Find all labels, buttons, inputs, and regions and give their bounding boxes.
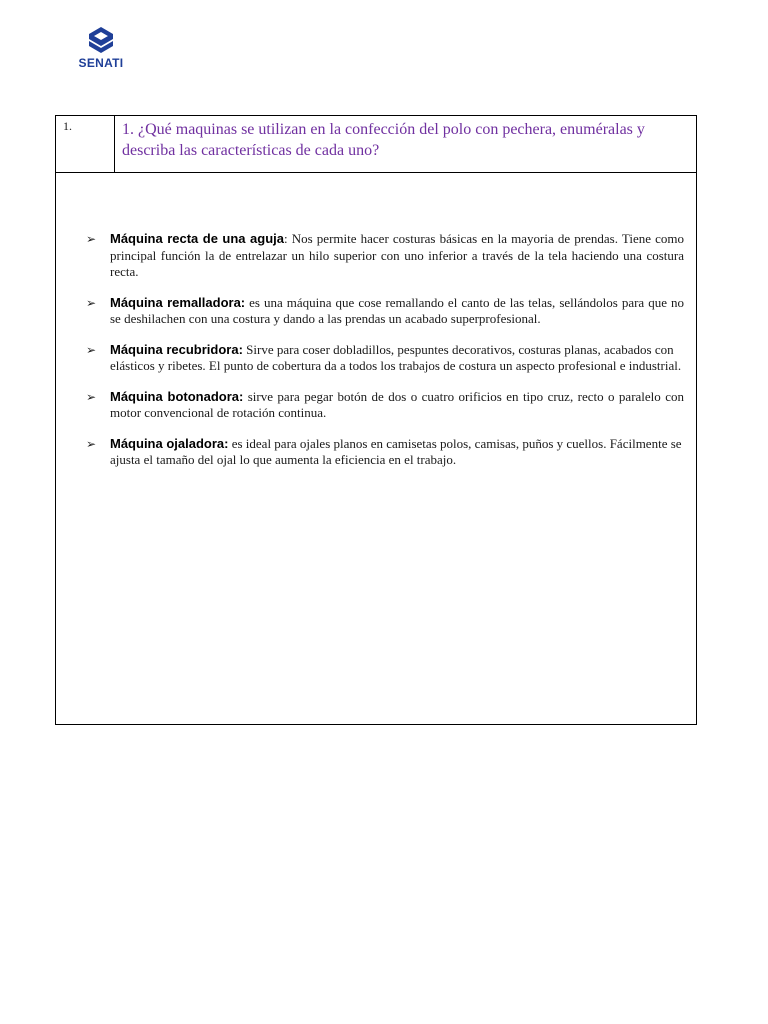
- machine-term: Máquina ojaladora:: [110, 435, 229, 451]
- arrow-bullet-icon: ➢: [86, 295, 97, 310]
- table-header-row: [56, 116, 696, 173]
- arrow-bullet-icon: ➢: [86, 436, 97, 451]
- list-item: [86, 231, 684, 281]
- machine-description: Sirve para coser dobladillos, pespuntes decorativos, costuras planas, acabados con elásticos y ribetes. El punto de cobertura da a todos los trabajos de costura un aspecto profesional e industrial.: [110, 341, 682, 373]
- list-item: [86, 295, 684, 328]
- machine-description: Nos permite hacer costuras básicas en la mayoria de prendas. Tiene como principal función la de entrelazar un hilo superior con uno inferior a través de la tela haciendo una costura recta.: [110, 231, 684, 279]
- term-separator: :: [283, 231, 288, 246]
- machine-description: es ideal para ojales planos en camisetas polos, camisas, puños y cuellos. Fácilmente se ajusta el tamaño del ojal lo que aumenta la eficiencia en el trabajo.: [110, 435, 682, 467]
- machine-term: Máquina remalladora:: [110, 294, 246, 310]
- list-item: [86, 436, 684, 469]
- machine-term: Máquina recta de una aguja: [110, 231, 284, 246]
- list-item: [86, 389, 684, 422]
- arrow-bullet-icon: ➢: [86, 232, 97, 246]
- arrow-bullet-icon: ➢: [86, 389, 97, 404]
- machine-description: sirve para pegar botón de dos o cuatro orificios en tipo cruz, recto o paralelo con motor convencional de rotación continua.: [110, 388, 684, 420]
- senati-logo: [73, 26, 129, 70]
- machine-term: Máquina recubridora:: [110, 341, 243, 357]
- question-number: 1.: [56, 116, 115, 172]
- list-item: [86, 342, 684, 375]
- machine-term: Máquina botonadora:: [110, 388, 244, 404]
- question-text: 1. ¿Qué maquinas se utilizan en la confección del polo con pechera, enuméralas y describa las características de cada uno?: [122, 121, 645, 159]
- question-table: [55, 115, 697, 725]
- logo-wordmark: SENATI: [78, 56, 124, 70]
- arrow-bullet-icon: ➢: [86, 342, 97, 357]
- senati-emblem-icon: [87, 26, 115, 54]
- answer-list: [86, 231, 684, 483]
- machine-description: es una máquina que cose remallando el canto de las telas, sellándolos para que no se deshilachen con una costura y dando a las prendas un acabado superprofesional.: [110, 294, 684, 326]
